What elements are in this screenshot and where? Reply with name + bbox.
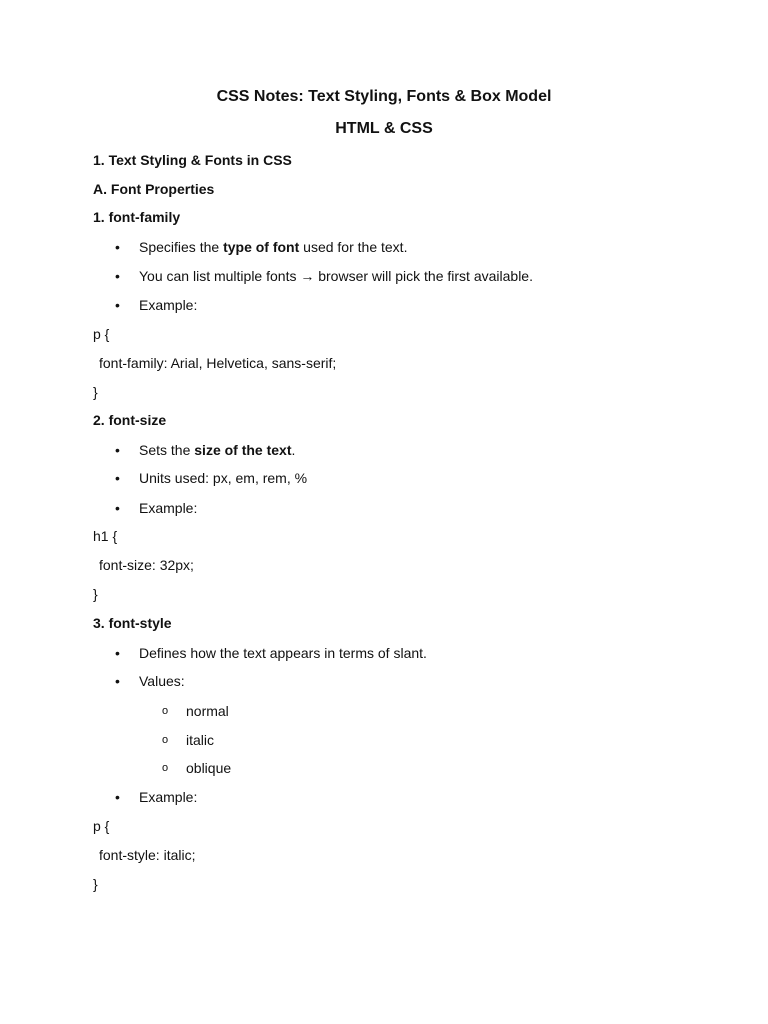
bullet-icon: • (115, 645, 120, 661)
document-title: CSS Notes: Text Styling, Fonts & Box Model (216, 88, 552, 105)
bullet-icon: • (115, 268, 120, 284)
list-item-text: Specifies the (139, 239, 224, 255)
bullet-icon: • (115, 789, 120, 805)
list-item: Defines how the text appears in terms of slant. (139, 645, 427, 661)
code-line: p { (93, 818, 110, 834)
sub-list-item: italic (186, 732, 215, 748)
list-item (139, 238, 407, 256)
code-line: font-family: Arial, Helvetica, sans-serif; (99, 355, 337, 371)
list-item: Example: (139, 297, 198, 313)
list-item: You can list multiple fonts → browser will pick the first available. (139, 268, 533, 284)
code-line: font-style: italic; (99, 847, 196, 863)
sub-bullet-icon: o (162, 705, 169, 717)
bullet-icon: • (115, 470, 120, 486)
subsection-heading: A. Font Properties (93, 181, 215, 197)
font-family-heading: 1. font-family (93, 209, 181, 225)
sub-list-item: normal (186, 703, 229, 719)
document-subtitle: HTML & CSS (335, 120, 433, 137)
bullet-icon: • (115, 297, 120, 313)
bullet-icon: • (115, 500, 120, 516)
list-item: Values: (139, 673, 185, 689)
list-item: Example: (139, 789, 198, 805)
list-item-emphasis: type of font (223, 239, 300, 255)
list-item-text: Sets the (139, 442, 195, 458)
bullet-icon: • (115, 673, 120, 689)
sub-list-item: oblique (186, 760, 232, 776)
font-style-heading: 3. font-style (93, 615, 172, 631)
list-item (139, 441, 295, 459)
code-line: font-size: 32px; (99, 557, 194, 573)
code-line: } (93, 586, 98, 602)
code-line: p { (93, 326, 110, 342)
section-heading: 1. Text Styling & Fonts in CSS (93, 152, 292, 168)
list-item: Example: (139, 500, 198, 516)
bullet-icon: • (115, 239, 120, 255)
list-item-text: . (291, 442, 296, 458)
list-item-emphasis: size of the text (194, 442, 292, 458)
list-item-text: used for the text. (299, 239, 408, 255)
bullet-icon: • (115, 442, 120, 458)
list-item: Units used: px, em, rem, % (139, 470, 308, 486)
code-line: } (93, 384, 98, 400)
code-line: } (93, 876, 98, 892)
code-line: h1 { (93, 528, 118, 544)
font-size-heading: 2. font-size (93, 412, 167, 428)
sub-bullet-icon: o (162, 734, 169, 746)
sub-bullet-icon: o (162, 762, 169, 774)
